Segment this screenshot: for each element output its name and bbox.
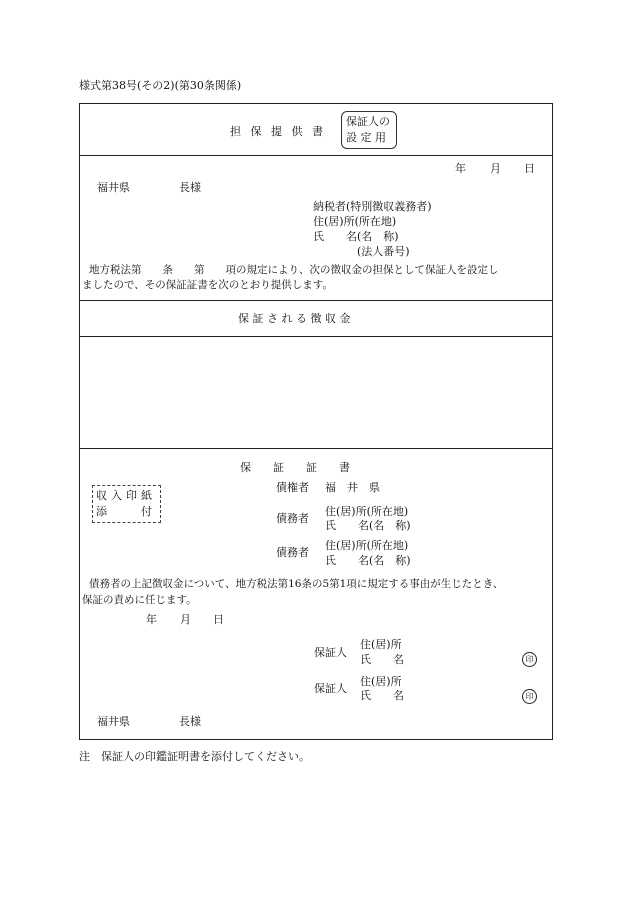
form-number: 様式第38号(その2)(第30条関係)	[79, 79, 242, 92]
addressee-title: 長様	[179, 181, 201, 194]
certificate-title: 保 証 証 書	[240, 461, 350, 474]
title-sub-line2: 設 定 用	[346, 131, 386, 144]
provision-statement-line2: ましたので、その保証証書を次のとおり提供します。	[82, 279, 333, 291]
seal-mark: 印	[522, 689, 537, 704]
form-sheet	[79, 103, 553, 740]
guarantor-address: 住(居)所	[360, 638, 402, 651]
header-month: 月	[490, 162, 501, 175]
guarantor2-label: 保証人	[314, 682, 347, 695]
guarantor-name: 氏 名	[360, 653, 404, 666]
guarantee-statement-line2: 保証の責めに任じます。	[82, 594, 197, 606]
debtor2-name: 氏 名(名 称)	[325, 554, 411, 567]
title-sub-line1: 保証人の	[346, 115, 390, 128]
form-title: 担 保 提 供 書	[230, 125, 326, 138]
guarantor-label: 保証人	[314, 646, 347, 659]
taxpayer-address-label: 住(居)所(所在地)	[313, 215, 397, 228]
addressee-prefecture: 福井県	[97, 181, 130, 194]
corporate-number-label: (法人番号)	[357, 245, 410, 258]
creditor-value: 福 井 県	[325, 481, 380, 494]
revenue-stamp-line2: 添 付	[96, 505, 156, 518]
header-year: 年	[455, 162, 466, 175]
debtor2-label: 債務者	[276, 546, 309, 559]
seal-mark: 印	[522, 652, 537, 667]
divider	[80, 155, 552, 156]
taxpayer-name-label: 氏 名(名 称)	[313, 230, 399, 243]
divider	[80, 336, 552, 337]
certificate-month: 月	[180, 613, 191, 626]
footnote: 注 保証人の印鑑証明書を添付してください。	[79, 750, 310, 763]
certificate-day: 日	[213, 613, 224, 626]
guaranteed-section-title: 保 証 さ れ る 徴 収 金	[238, 312, 351, 325]
header-day: 日	[524, 162, 535, 175]
creditor-label: 債権者	[276, 481, 309, 494]
certificate-year: 年	[146, 613, 157, 626]
guarantor2-name: 氏 名	[360, 689, 404, 702]
revenue-stamp-line1: 収入印紙	[96, 489, 156, 502]
debtor2-address: 住(居)所(所在地)	[325, 539, 409, 552]
divider	[80, 448, 552, 449]
guarantee-statement-line1: 債務者の上記徴収金について、地方税法第16条の5第1項に規定する事由が生じたとき、	[89, 578, 504, 590]
debtor-address: 住(居)所(所在地)	[325, 505, 409, 518]
divider	[80, 300, 552, 301]
certificate-addressee-prefecture: 福井県	[97, 715, 130, 728]
taxpayer-label: 納税者(特別徴収義務者)	[313, 200, 432, 213]
guarantor2-address: 住(居)所	[360, 675, 402, 688]
provision-statement-line1: 地方税法第 条 第 項の規定により、次の徴収金の担保として保証人を設定し	[89, 264, 499, 276]
debtor-name: 氏 名(名 称)	[325, 519, 411, 532]
certificate-addressee-title: 長様	[179, 715, 201, 728]
debtor-label: 債務者	[276, 512, 309, 525]
